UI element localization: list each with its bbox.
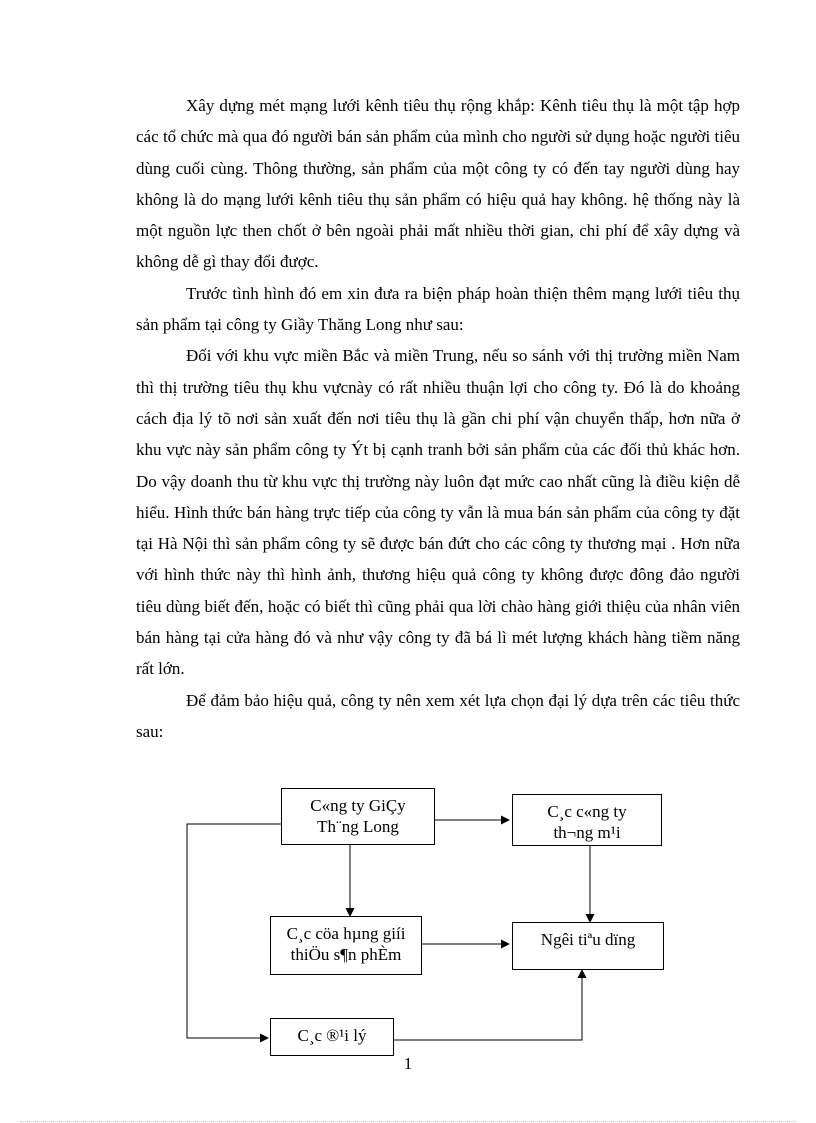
box-company-line-1: C«ng ty GiÇy <box>310 796 406 815</box>
paragraph-north-central-market: Đối với khu vực miền Bắc và miền Trung, nếu so sánh với thị trường miền Nam thì thị trường tiêu thụ khu vựcnày có rất nhiều thuận lợi cho công ty. Đó là do khoảng cách địa lý tõ nơi sản xuất đến nơi tiêu thụ là gần chi phí vận chuyển thấp, hơn nữa ở khu vực này sản phẩm công ty Ýt bị cạnh tranh bởi sản phẩm của các đối thủ khác hơn. Do vậy doanh thu từ khu vực thị trường này luôn đạt mức cao nhất cũng là điều kiện dễ hiểu. Hình thức bán hàng trực tiếp của công ty vẫn là mua bán sản phẩm của công ty đặt tại Hà Nội thì sản phẩm công ty sẽ được bán đứt cho các công ty thương mại . Hơn nữa với hình thức này thì hình ảnh, thương hiệu quả công ty không được đông đảo người tiêu dùng biết đến, hoặc có biết thì cũng phải qua lời chào hàng giới thiệu của nhân viên bán hàng tại cửa hàng đó và như vậy công ty đã bá lì mét lượng khách hàng tiềm năng rất lớn. <box>136 346 740 679</box>
arrow-agents-to-consumer <box>394 970 582 1040</box>
box-stores-line-1: C¸c cöa hµng giíi <box>286 924 406 943</box>
page-bottom-divider <box>20 1121 796 1122</box>
page-number: 1 <box>403 1054 413 1073</box>
distribution-diagram <box>176 780 676 1065</box>
paragraph-agent-criteria: Để đảm bảo hiệu quả, công ty nên xem xét lựa chọn đại lý dựa trên các tiêu thức sau: <box>136 690 740 741</box>
box-trading-line-1: C¸c c«ng ty <box>547 802 627 821</box>
box-agents-line-1: C¸c ®¹i lý <box>297 1026 367 1045</box>
box-consumer-line-1: Ngêi tiªu dïng <box>540 930 636 949</box>
paragraph-improvement-measure: Trước tình hình đó em xin đưa ra biện pháp hoàn thiện thêm mạng lưới tiêu thụ sản phẩm tại công ty Giầy Thăng Long như sau: <box>136 283 740 335</box>
paragraph-distribution-network: Xây dựng mét mạng lưới kênh tiêu thụ rộng khắp: Kênh tiêu thụ là một tập hợp các tổ chức mà qua đó người bán sản phẩm của mình cho người sử dụng hoặc người tiêu dùng cuối cùng. Thông thường, sản phẩm của một công ty có đến tay người dùng hay không là do mạng lưới kênh tiêu thụ sản phẩm có hiệu quả hay không. hệ thống này là một nguồn lực then chốt ở bên ngoài phải mất nhiều thời gian, chi phí để xây dựng và không dễ gì thay đổi được. <box>136 96 740 272</box>
box-product-stores <box>270 916 422 975</box>
box-company <box>281 788 435 845</box>
box-stores-line-2: thiÖu s¶n phÈm <box>290 945 402 964</box>
body-text <box>136 90 740 747</box>
box-trading-line-2: th¬ng m¹i <box>553 823 621 842</box>
box-company-line-2: Th¨ng Long <box>317 817 399 836</box>
box-agents <box>270 1018 394 1056</box>
box-trading-companies <box>512 794 662 846</box>
arrow-company-to-agents <box>187 824 281 1038</box>
box-consumer <box>512 922 664 970</box>
